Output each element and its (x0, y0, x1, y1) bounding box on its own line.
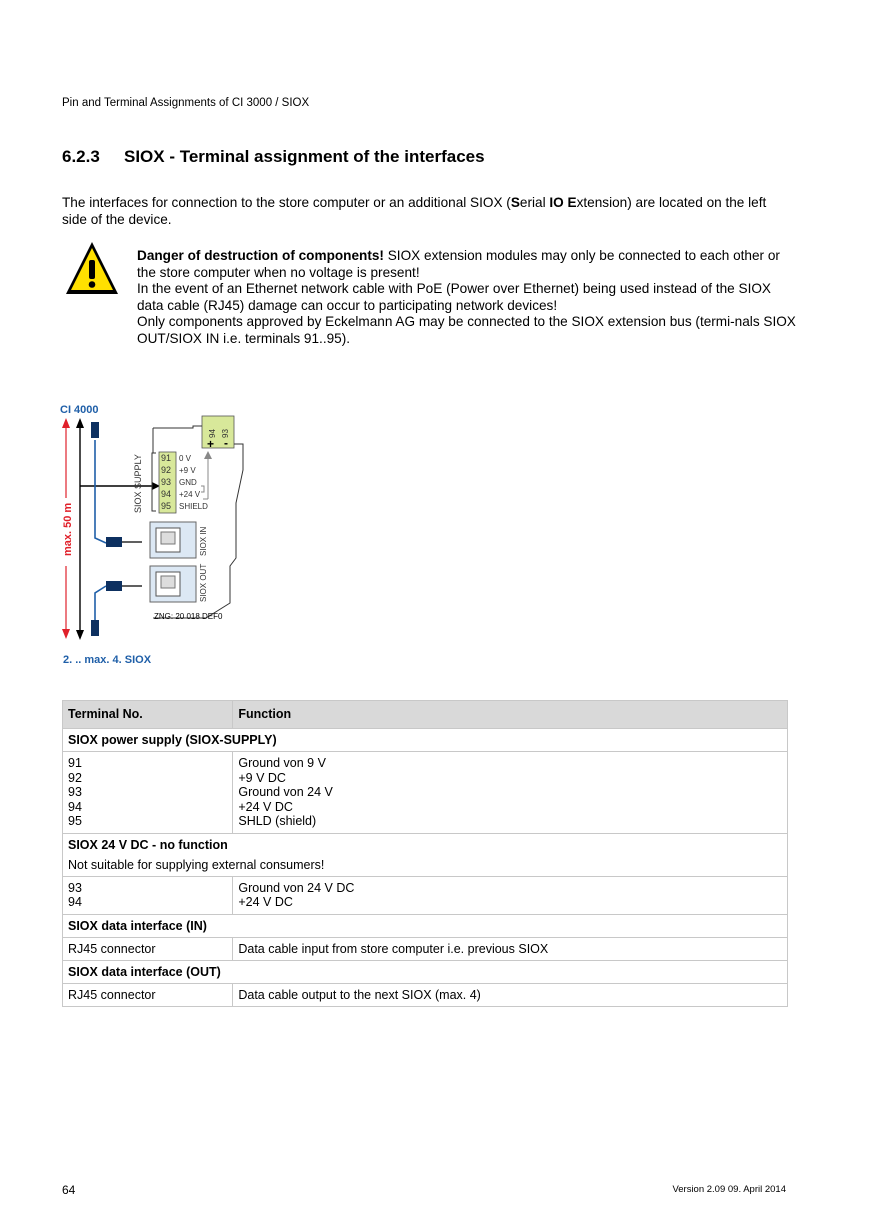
siox-wiring-diagram (58, 398, 338, 670)
warning-text-3: Only components approved by Eckelmann AG may be connected to the SIOX extension bus (termi-nals SIOX OUT/SIOX IN i.e. terminals 91..95). (137, 314, 796, 346)
terminal-func-24v: +24 V (179, 490, 201, 499)
ci-label: CI 4000 (60, 404, 99, 416)
dimension-arrow-down (62, 629, 70, 639)
siox-in-jack-inner (161, 532, 175, 544)
terminal-no: 95 (68, 814, 82, 828)
wire-gnd-bracket (201, 486, 204, 492)
version-info: Version 2.09 09. April 2014 (672, 1184, 786, 1195)
device-outline-top (153, 426, 202, 428)
connector-terminal-93: 93 (221, 429, 230, 438)
header-function: Function (233, 701, 788, 729)
siox-count-label: 2. .. max. 4. SIOX (63, 654, 152, 666)
terminal-function: +24 V DC (238, 895, 293, 909)
warning-text-1: SIOX extension modules may only be connected to each other or the store computer when no voltage is present! (137, 248, 780, 280)
warning-title: Danger of destruction of components! (137, 248, 384, 263)
in-connector: RJ45 connector (63, 937, 233, 960)
section-row-supply (63, 729, 788, 752)
dimension-arrow-up (62, 418, 70, 428)
out-function: Data cable output to the next SIOX (max. 4) (233, 983, 788, 1006)
24v-functions (233, 876, 788, 914)
max-length-label: max. 50 m (62, 502, 74, 556)
terminal-table (62, 700, 788, 1007)
terminal-92: 92 (161, 465, 172, 475)
section-row-24v (63, 833, 788, 876)
intro-bold-io: IO E (549, 195, 577, 210)
intro-bold-s: S (510, 195, 520, 210)
connector-terminal-94: 94 (208, 429, 217, 438)
terminal-function: +9 V DC (238, 770, 286, 785)
out-connector: RJ45 connector (63, 983, 233, 1006)
terminal-func-gnd: GND (179, 478, 197, 487)
rj45-plug-bottom (91, 620, 99, 636)
supply-functions (233, 752, 788, 834)
warning-icon (64, 238, 120, 300)
terminal-no: 94 (68, 895, 82, 909)
terminal-no: 94 (68, 799, 82, 814)
terminal-no: 93 (68, 785, 82, 799)
bus-arrow-up (76, 418, 84, 428)
terminal-function: Ground von 24 V (238, 785, 333, 799)
running-header: Pin and Terminal Assignments of CI 3000 / SIOX (62, 97, 310, 109)
terminal-func-0v: 0 V (179, 454, 192, 463)
terminal-91: 91 (161, 453, 172, 463)
terminal-95: 95 (161, 501, 172, 511)
rj45-plug-out (106, 581, 122, 591)
section-24v-heading: SIOX 24 V DC - no function (68, 837, 228, 852)
table-header-row (63, 701, 788, 729)
section-24v-title (63, 833, 788, 876)
minus-sign: - (224, 436, 228, 450)
terminal-no: 91 (68, 756, 82, 770)
cable-out (95, 586, 106, 620)
section-row-in (63, 914, 788, 937)
intro-text-3: xtension) are located on the left side of the device. (62, 195, 767, 227)
supply-terminal-numbers (63, 752, 233, 834)
intro-paragraph (62, 194, 792, 228)
section-in-title: SIOX data interface (IN) (63, 914, 788, 937)
terminal-function: +24 V DC (238, 799, 293, 814)
terminal-93: 93 (161, 477, 172, 487)
intro-text-2: erial (519, 195, 550, 210)
section-heading (62, 147, 485, 167)
terminal-function: SHLD (shield) (238, 814, 317, 828)
cable-in (95, 440, 106, 543)
table-row-in (63, 937, 788, 960)
section-row-out (63, 960, 788, 983)
plus-sign: + (207, 437, 215, 451)
terminal-no: 92 (68, 770, 82, 785)
section-title: SIOX - Terminal assignment of the interfaces (124, 147, 485, 166)
rj45-plug-top (91, 422, 99, 438)
header-terminal-no: Terminal No. (63, 701, 233, 729)
siox-supply-label: SIOX SUPPLY (133, 454, 143, 513)
siox-in-label: SIOX IN (199, 526, 208, 556)
section-supply-title: SIOX power supply (SIOX-SUPPLY) (63, 729, 788, 752)
page-number: 64 (62, 1183, 76, 1197)
terminal-function: Ground von 9 V (238, 756, 326, 770)
terminal-function: Ground von 24 V DC (238, 880, 355, 895)
terminal-no: 93 (68, 880, 82, 895)
warning-text-2: In the event of an Ethernet network cable with PoE (Power over Ethernet) being used instead of the SIOX data cable (RJ45) damage can occur to participating network devices! (137, 281, 771, 313)
wire-arrow (204, 451, 212, 459)
terminal-94: 94 (161, 489, 172, 499)
table-row-out (63, 983, 788, 1006)
table-row-supply (63, 752, 788, 834)
in-function: Data cable input from store computer i.e. previous SIOX (233, 937, 788, 960)
section-out-title: SIOX data interface (OUT) (63, 960, 788, 983)
section-number: 6.2.3 (62, 147, 100, 166)
siox-out-jack-inner (161, 576, 175, 588)
terminal-func-9v: +9 V (179, 466, 196, 475)
siox-out-label: SIOX OUT (199, 563, 208, 602)
intro-text-1: The interfaces for connection to the store computer or an additional SIOX ( (62, 195, 511, 210)
24v-terminal-numbers (63, 876, 233, 914)
bus-arrow-down (76, 630, 84, 640)
section-24v-note: Not suitable for supplying external consumers! (68, 857, 325, 872)
rj45-plug-in (106, 537, 122, 547)
supply-bracket (152, 453, 156, 511)
warning-message (137, 248, 797, 347)
zng-label: ZNG: 20 018 DEF0 (154, 612, 223, 621)
table-row-24v (63, 876, 788, 914)
terminal-func-shield: SHIELD (179, 502, 208, 511)
